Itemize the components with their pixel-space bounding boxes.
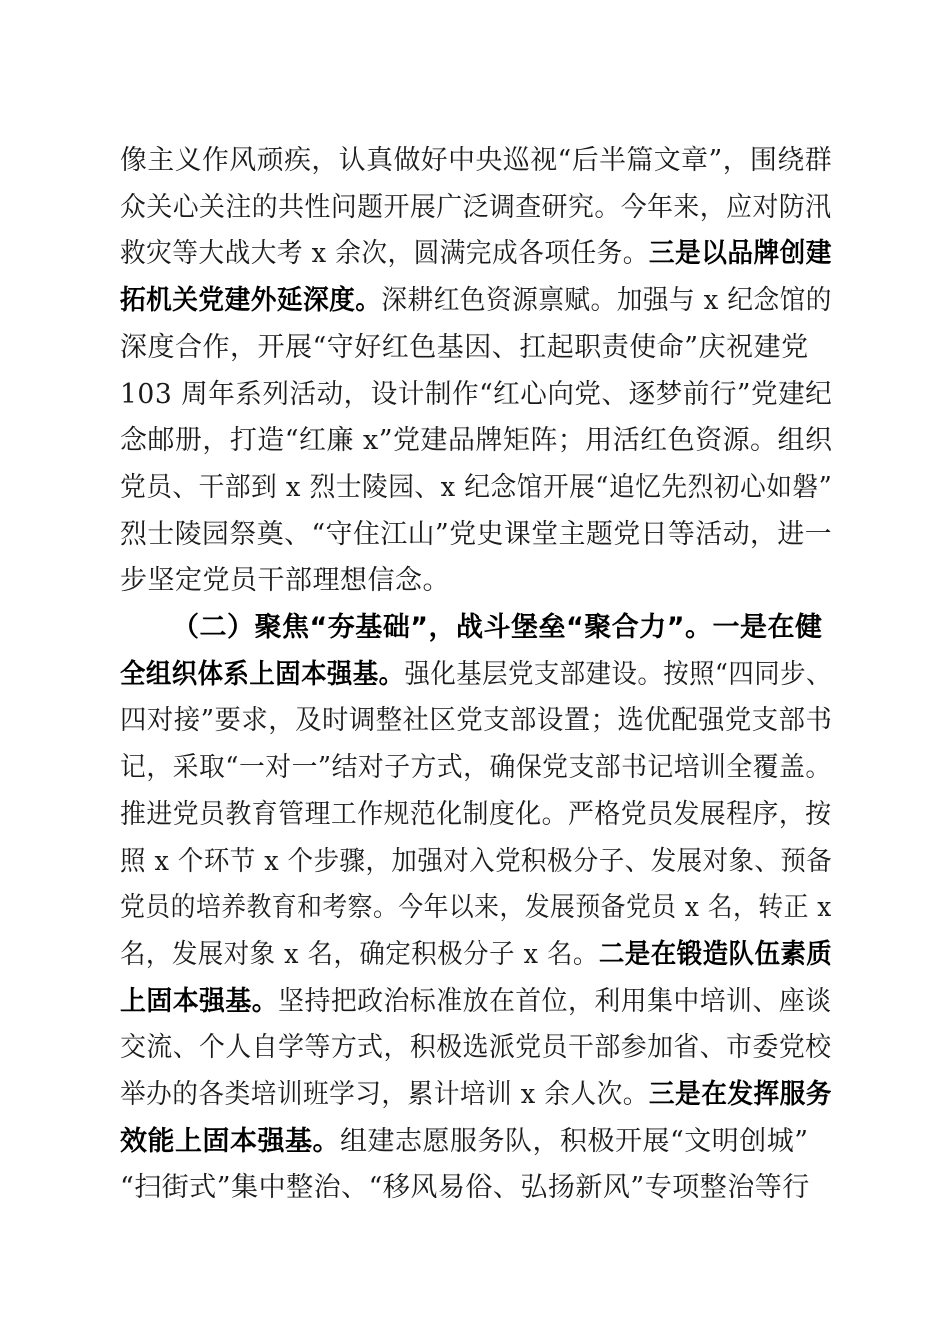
text-line: [172, 606, 822, 650]
text-segment: 举办的各类培训班学习，累计培训 x 余人次。: [120, 1079, 649, 1110]
text-segment: 众关心关注的共性问题开展广泛调查研究。今年来，应对防汛: [120, 191, 832, 223]
bold-text-segment: 全组织体系上固本强基。: [120, 658, 405, 690]
text-line: [120, 699, 832, 743]
text-line: [120, 373, 832, 417]
text-segment: 组建志愿服务队，积极开展“文明创城”: [340, 1125, 809, 1157]
text-line: [120, 186, 832, 230]
text-segment: 交流、个人自学等方式，积极选派党员干部参加省、市委党校: [120, 1032, 832, 1064]
text-segment: 照 x 个环节 x 个步骤，加强对入党积极分子、发展对象、预备: [120, 845, 833, 877]
text-line: [120, 980, 832, 1024]
text-line: [120, 279, 832, 323]
text-segment: 记，采取“一对一”结对子方式，确保党支部书记培训全覆盖。: [120, 752, 832, 784]
text-line: [120, 1166, 810, 1210]
text-segment: 烈士陵园祭奠、“守住江山”党史课堂主题党日等活动，进一: [120, 518, 833, 550]
text-segment: 深耕红色资源禀赋。加强与 x 纪念馆的: [381, 285, 832, 317]
text-segment: “扫街式”集中整治、“移风易俗、弘扬新风”专项整治等行: [120, 1172, 810, 1204]
bold-text-segment: （二）聚焦“夯基础”，战斗堡垒“聚合力”。: [172, 612, 713, 643]
text-segment: 坚持把政治标准放在首位，利用集中培训、座谈: [278, 985, 832, 1017]
bold-text-segment: 二是在锻造队伍素质: [598, 938, 833, 970]
text-line: [120, 559, 450, 603]
text-line: [120, 746, 832, 790]
text-segment: 103 周年系列活动，设计制作“红心向党、逐梦前行”党建纪: [120, 378, 833, 410]
text-line: [120, 1120, 809, 1164]
text-line: [120, 466, 832, 510]
text-line: [120, 419, 832, 463]
text-line: [120, 653, 832, 697]
bold-text-segment: 三是以品牌创建: [648, 238, 832, 270]
text-segment: 念邮册，打造“红廉 x”党建品牌矩阵；用活红色资源。组织: [120, 425, 833, 457]
text-segment: 党员的培养教育和考察。今年以来，发展预备党员 x 名，转正 x: [120, 892, 832, 924]
text-segment: 深度合作，开展“守好红色基因、扛起职责使命”庆祝建党: [120, 331, 809, 363]
text-line: [120, 1026, 832, 1070]
text-line: [120, 840, 832, 884]
text-line: [120, 1073, 832, 1117]
text-line: [120, 793, 832, 837]
text-line: [120, 326, 809, 370]
bold-text-segment: 上固本强基。: [120, 985, 279, 1017]
text-segment: 名，发展对象 x 名，确定积极分子 x 名。: [120, 938, 599, 970]
text-segment: 推进党员教育管理工作规范化制度化。严格党员发展程序，按: [120, 798, 832, 830]
text-segment: 步坚定党员干部理想信念。: [120, 565, 450, 597]
bold-text-segment: 三是在发挥服务: [648, 1079, 832, 1110]
text-segment: 四对接”要求，及时调整社区党支部设置；选优配强党支部书: [120, 705, 833, 737]
text-line: [120, 513, 832, 557]
text-line: [120, 232, 832, 276]
bold-text-segment: 效能上固本强基。: [120, 1125, 340, 1157]
text-line: [120, 886, 832, 930]
text-line: [120, 139, 832, 183]
text-segment: 党员、干部到 x 烈士陵园、x 纪念馆开展“追忆先烈初心如磐”: [120, 471, 833, 503]
text-segment: 像主义作风顽疾，认真做好中央巡视“后半篇文章”，围绕群: [120, 145, 833, 176]
text-line: [120, 933, 832, 977]
text-segment: 救灾等大战大考 x 余次，圆满完成各项任务。: [120, 238, 649, 270]
bold-text-segment: 拓机关党建外延深度。: [120, 285, 382, 317]
text-segment: 强化基层党支部建设。按照“四同步、: [404, 658, 832, 690]
bold-text-segment: 一是在健: [712, 612, 823, 643]
